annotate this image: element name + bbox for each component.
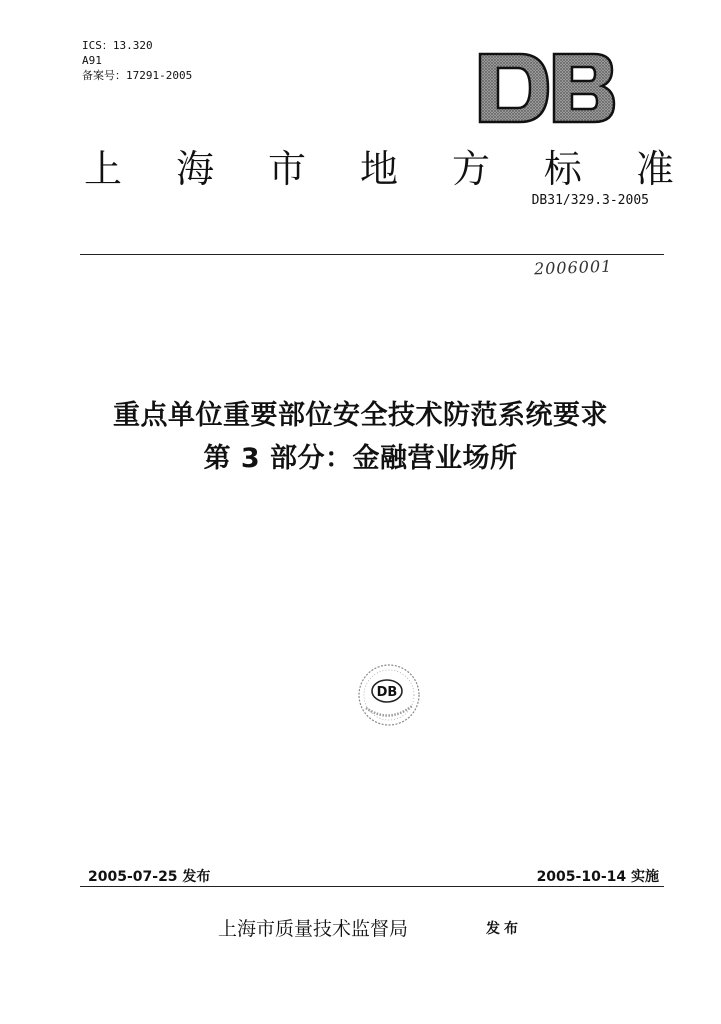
document-title: 重点单位重要部位安全技术防范系统要求 — [113, 400, 608, 431]
standard-type-title — [84, 138, 674, 193]
stamp-text: DB — [376, 685, 398, 700]
implementation-date: 2005-10-14 实施 — [536, 869, 659, 885]
issue-date: 2005-07-25 发布 — [88, 869, 211, 885]
title-char: 地 — [359, 147, 398, 191]
publisher-name: 上海市质量技术监督局 — [218, 918, 409, 940]
filing-number: 备案号：17291-2005 — [82, 69, 193, 82]
header-divider — [80, 254, 664, 255]
publish-label: 发布 — [486, 921, 522, 937]
ics-code: ICS：13.320 — [82, 39, 153, 52]
document-subtitle: 第 3 部分：金融营业场所 — [203, 443, 518, 474]
classification-block — [82, 38, 192, 83]
title-char: 准 — [635, 147, 674, 191]
title-char: 标 — [543, 147, 582, 191]
title-char: 海 — [175, 147, 214, 191]
title-char: 方 — [451, 147, 490, 191]
ccs-code: A91 — [82, 54, 102, 67]
standard-number: DB31/329.3-2005 — [531, 193, 649, 208]
db-seal-stamp — [352, 660, 426, 730]
title-char: 上 — [84, 147, 123, 191]
footer-divider — [80, 886, 664, 887]
title-char: 市 — [267, 147, 306, 191]
handwritten-note: 2006001 — [533, 256, 613, 279]
db-logo — [476, 50, 618, 126]
